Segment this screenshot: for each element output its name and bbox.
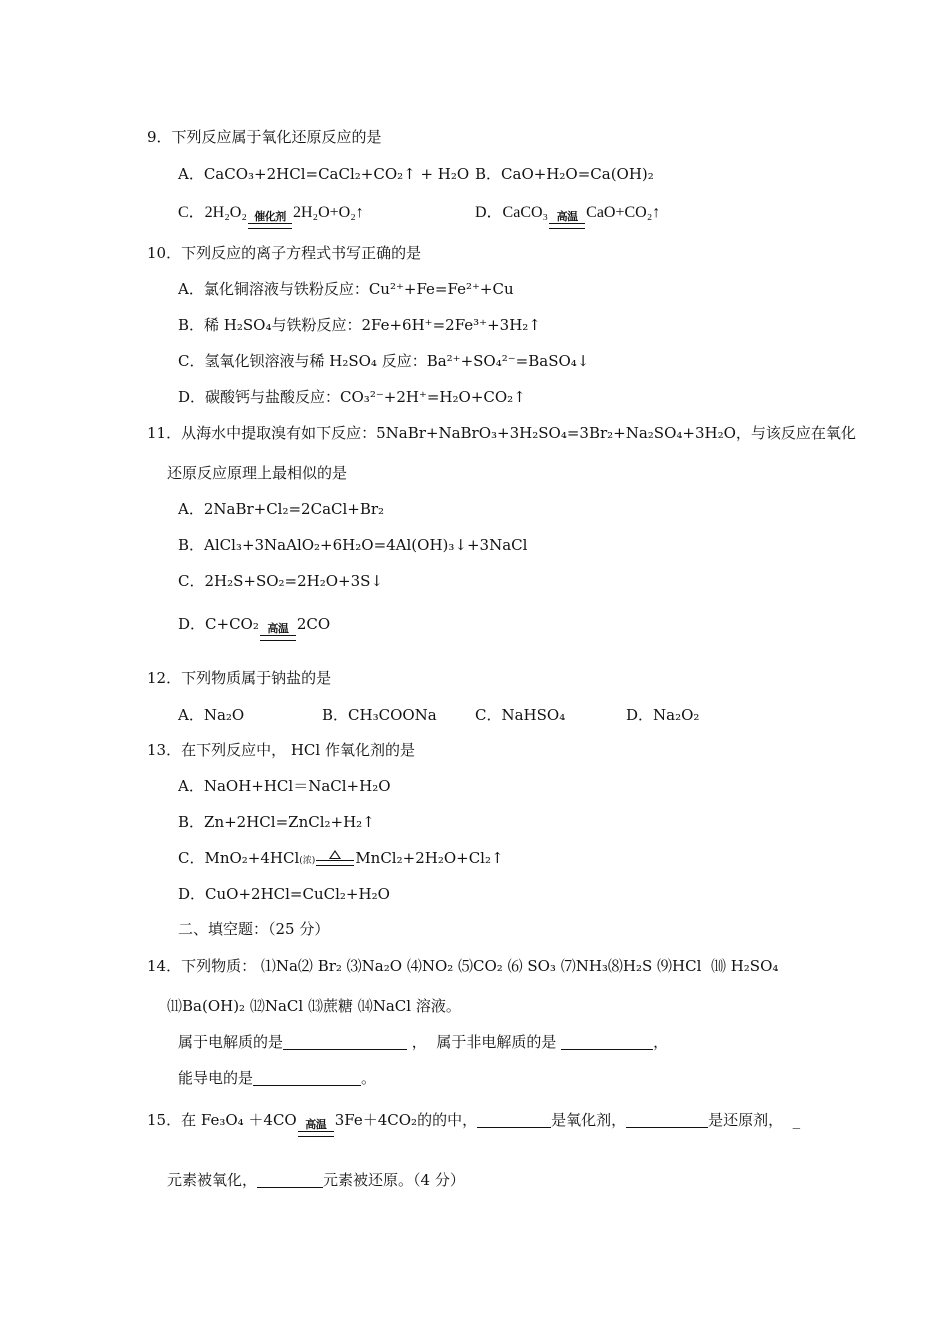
- q10-option-c: C．氢氧化钡溶液与稀 H₂SO₄ 反应：Ba²⁺+SO₄²⁻=BaSO₄↓: [178, 352, 590, 370]
- q9-stem: 9．下列反应属于氧化还原反应的是: [147, 128, 382, 146]
- q12-option-d: D．Na₂O₂: [626, 706, 700, 724]
- q14-stem-line1: 14．下列物质： ⑴Na⑵ Br₂ ⑶Na₂O ⑷NO₂ ⑸CO₂ ⑹ SO₃ ⑺NH₃⑻H₂S ⑼HCl ⑽ H₂SO₄: [147, 957, 779, 975]
- q9-option-b: B．CaO+H₂O=Ca(OH)₂: [475, 165, 654, 183]
- section-heading: 二、填空题：（25 分）: [178, 920, 330, 938]
- q11-option-d: D．C+CO₂ 高温 2CO: [178, 614, 330, 641]
- q15-line2: 元素被氧化， 元素被还原。（4 分）: [167, 1171, 465, 1189]
- q10-option-a: A．氯化铜溶液与铁粉反应：Cu²⁺+Fe=Fe²⁺+Cu: [178, 280, 514, 298]
- q12-option-c: C．NaHSO₄: [475, 706, 566, 724]
- q12-stem: 12．下列物质属于钠盐的是: [147, 669, 332, 687]
- q11-stem-line2: 还原反应原理上最相似的是: [167, 464, 348, 482]
- condition-equals-sign: 高温: [548, 211, 586, 229]
- answer-blank[interactable]: [477, 1111, 551, 1128]
- q10-stem: 10．下列反应的离子方程式书写正确的是: [147, 244, 422, 262]
- q13-option-b: B．Zn+2HCl=ZnCl₂+H₂↑: [178, 813, 375, 831]
- answer-blank[interactable]: [283, 1033, 407, 1050]
- condition-equals-sign: 高温: [259, 623, 297, 641]
- q12-option-a: A．Na₂O: [178, 706, 245, 724]
- heat-condition-sign: [315, 850, 355, 866]
- q10-option-d: D．碳酸钙与盐酸反应：CO₃²⁻+2H⁺=H₂O+CO₂↑: [178, 388, 526, 406]
- q13-option-c: C．MnO₂+4HCl(浓) MnCl₂+2H₂O+Cl₂↑: [178, 849, 504, 867]
- q13-option-d: D．CuO+2HCl=CuCl₂+H₂O: [178, 885, 390, 903]
- q11-option-a: A．2NaBr+Cl₂=2CaCl+Br₂: [178, 500, 385, 518]
- q15-line1: 15．在 Fe₃O₄ ＋4CO 高温 3Fe＋4CO₂的的中， 是氧化剂， 是还原剂， _: [147, 1110, 800, 1137]
- answer-blank[interactable]: [257, 1171, 323, 1188]
- q13-stem: 13．在下列反应中， HCl 作氧化剂的是: [147, 741, 415, 759]
- q10-option-b: B．稀 H₂SO₄与铁粉反应：2Fe+6H⁺=2Fe³⁺+3H₂↑: [178, 316, 541, 334]
- q11-stem-line1: 11．从海水中提取溴有如下反应：5NaBr+NaBrO₃+3H₂SO₄=3Br₂+Na₂SO₄+3H₂O，与该反应在氧化: [147, 424, 856, 442]
- heat-triangle-icon: [329, 850, 341, 859]
- q9-option-a: A．CaCO₃+2HCl=CaCl₂+CO₂↑ + H₂O: [178, 165, 470, 183]
- q9-option-d: D．CaCO₃ 高温 CaO+CO₂↑: [475, 203, 660, 229]
- condition-equals-sign: 催化剂: [247, 211, 293, 229]
- q14-line4: 能导电的是 。: [178, 1069, 377, 1087]
- q11-option-c: C．2H₂S+SO₂=2H₂O+3S↓: [178, 572, 384, 590]
- answer-blank[interactable]: [253, 1069, 361, 1086]
- q14-stem-line2: ⑾Ba(OH)₂ ⑿NaCl ⒀蔗糖 ⒁NaCl 溶液。: [167, 997, 461, 1015]
- q13-option-a: A．NaOH+HCl＝NaCl+H₂O: [178, 777, 391, 795]
- answer-blank[interactable]: [626, 1111, 708, 1128]
- q9-option-c: C．2H₂O₂ 催化剂 2H₂O+O₂↑: [178, 203, 364, 229]
- answer-blank[interactable]: [561, 1033, 653, 1050]
- condition-equals-sign: 高温: [297, 1119, 335, 1137]
- q12-option-b: B．CH₃COONa: [322, 706, 437, 724]
- q11-option-b: B．AlCl₃+3NaAlO₂+6H₂O=4Al(OH)₃↓+3NaCl: [178, 536, 528, 554]
- q14-line3: 属于电解质的是 ， 属于非电解质的是 ，: [178, 1033, 669, 1051]
